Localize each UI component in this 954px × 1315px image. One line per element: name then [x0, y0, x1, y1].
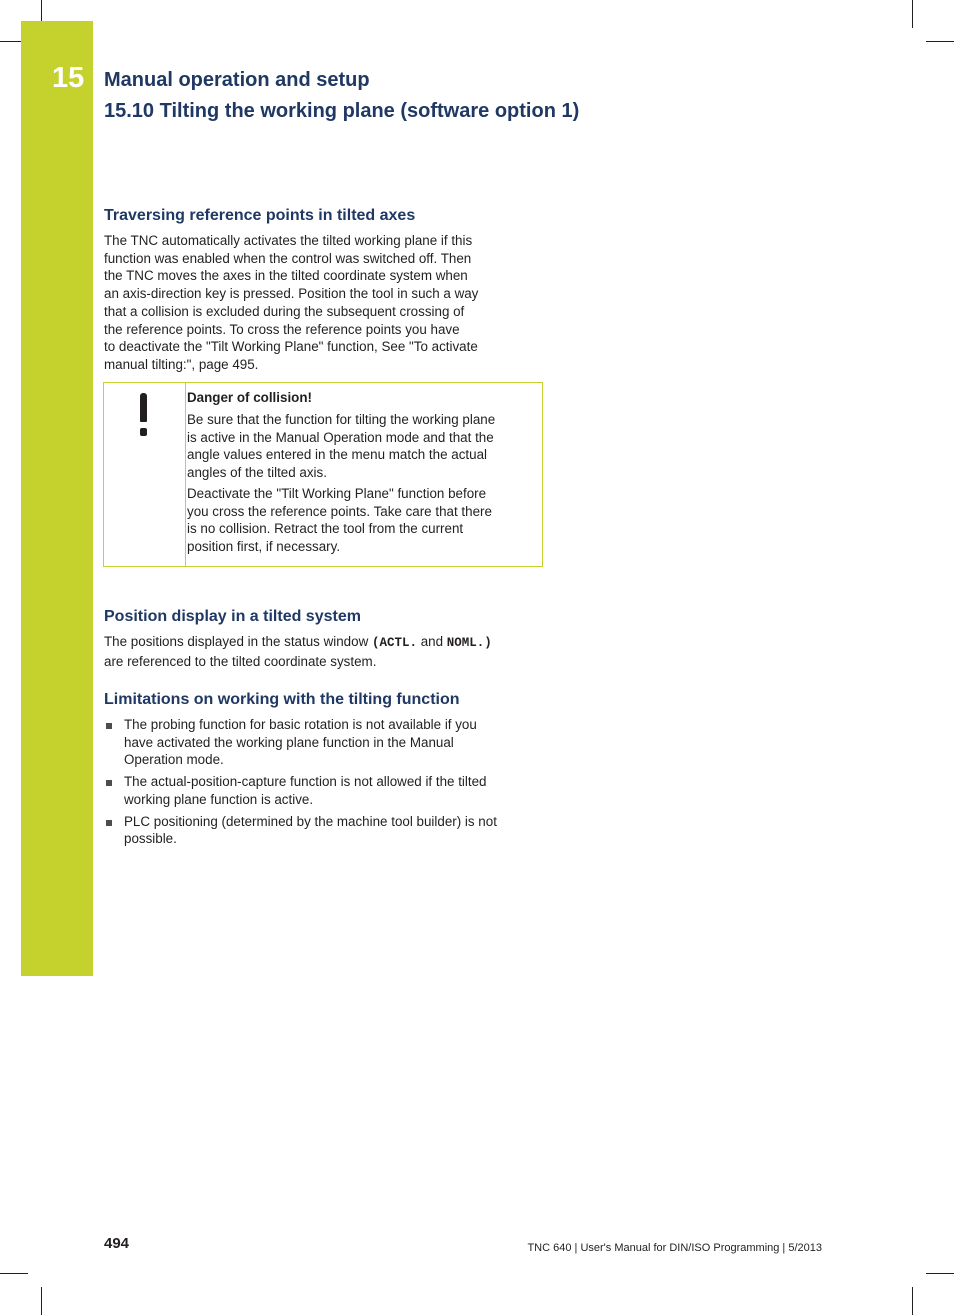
position-paragraph: The positions displayed in the status window (ACTL. and NOML.) are referenced to the tilted coordinate system.	[104, 634, 492, 669]
crop-mark	[926, 1273, 954, 1274]
list-item: PLC positioning (determined by the machine tool builder) is not possible.	[104, 813, 544, 848]
chapter-number: 15	[52, 62, 85, 94]
crop-mark	[41, 0, 42, 21]
warning-divider	[185, 382, 186, 567]
crop-mark	[0, 41, 21, 42]
footer-text: TNC 640 | User's Manual for DIN/ISO Programming | 5/2013	[527, 1242, 822, 1254]
warning-title: Danger of collision!	[187, 390, 312, 405]
warning-paragraph-2: Deactivate the "Tilt Working Plane" function before you cross the reference points. Take care that there is no collision. Retract the tool from the current position first, if necessary.	[187, 486, 492, 555]
square-bullet-icon	[106, 723, 112, 729]
limitations-heading: Limitations on working with the tilting function	[104, 691, 460, 708]
crop-mark	[0, 1273, 28, 1274]
list-item: The probing function for basic rotation is not available if you have activated the working plane function in the Manual Operation mode.	[104, 716, 544, 769]
position-heading: Position display in a tilted system	[104, 608, 361, 625]
traversing-heading: Traversing reference points in tilted axes	[104, 207, 416, 224]
limitations-list	[104, 716, 544, 852]
list-item: The actual-position-capture function is not allowed if the tilted working plane function is active.	[104, 773, 544, 808]
page-number: 494	[104, 1235, 130, 1252]
noml-code: NOML.)	[446, 636, 492, 650]
actl-code: (ACTL.	[371, 636, 417, 650]
warning-paragraph-1: Be sure that the function for tilting the working plane is active in the Manual Operation mode and that the angle values entered in the menu match the actual angles of the tilted axis.	[187, 412, 496, 481]
crop-mark	[926, 41, 954, 42]
traversing-paragraph: The TNC automatically activates the tilted working plane if this function was enabled when the control was switched off. Then the TNC moves the axes in the tilted coordinate system when an axis-direction key is pressed. Position the tool in such a way that a collision is excluded during the subsequent crossing of the reference points. To cross the reference points you have to deactivate the "Tilt Working Plane" function, See "To activate manual tilting:", page 495.	[104, 233, 479, 372]
crop-mark	[41, 1287, 42, 1315]
chapter-title: Manual operation and setup	[104, 69, 370, 91]
square-bullet-icon	[106, 820, 112, 826]
square-bullet-icon	[106, 780, 112, 786]
crop-mark	[912, 1287, 913, 1315]
crop-mark	[912, 0, 913, 28]
chapter-sidebar	[21, 21, 93, 976]
section-title: 15.10 Tilting the working plane (software option 1)	[104, 100, 580, 122]
